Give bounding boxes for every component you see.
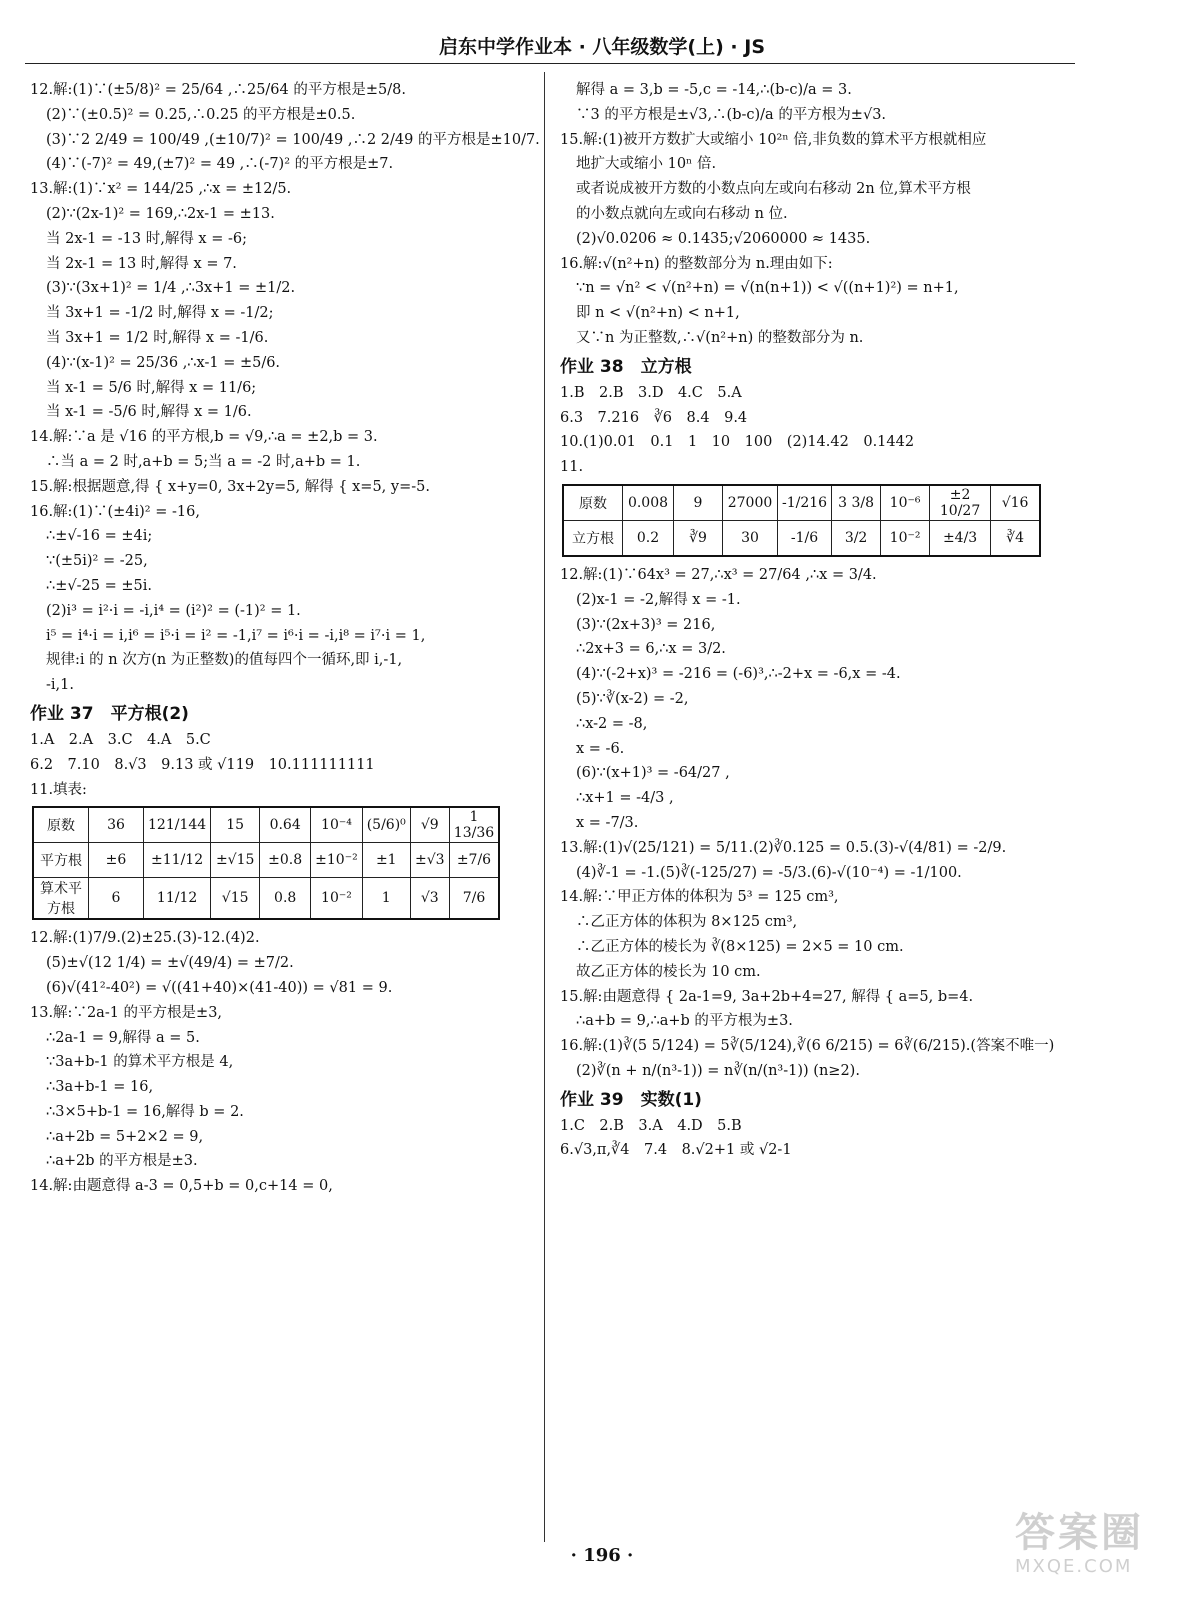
answer-line: (2)i³ = i²·i = -i,i⁴ = (i²)² = (-1)² = 1. — [46, 602, 301, 619]
table-cell: ±7/6 — [449, 843, 499, 878]
answer-line: ∵3a+b-1 的算术平方根是 4, — [46, 1054, 234, 1071]
section-38-title: 作业 38 立方根 — [560, 356, 692, 377]
right-answers-c — [560, 563, 1080, 1084]
answer-line: 13.解:(1)√(25/121) = 5/11.(2)∛0.125 = 0.5.(3)-√(4/81) = -2/9. — [560, 839, 1007, 856]
right-column — [560, 78, 1080, 1163]
answer-line: 15.解:(1)被开方数扩大或缩小 10²ⁿ 倍,非负数的算术平方根就相应 — [560, 131, 987, 148]
answer-line: 6.2 7.10 8.√3 9.13 或 √119 10.111111111 — [30, 756, 375, 773]
table-cell: 121/144 — [144, 807, 211, 843]
answer-line: 13.解:(1)∵x² = 144/25 ,∴x = ±12/5. — [30, 181, 292, 198]
answer-line: 12.解:(1)7/9.(2)±25.(3)-12.(4)2. — [30, 930, 260, 947]
table-cell: ±6 — [89, 843, 144, 878]
answer-line: 14.解:∵甲正方体的体积为 5³ = 125 cm³, — [560, 889, 839, 906]
table-row-header: 立方根 — [563, 520, 623, 556]
answer-line: 11.填表: — [30, 781, 87, 798]
answer-line: 12.解:(1)∵(±5/8)² = 25/64 ,∴25/64 的平方根是±5/8. — [30, 82, 406, 98]
answer-line: 15.解:由题意得 { 2a-1=9, 3a+2b+4=27, 解得 { a=5, b=4. — [560, 988, 974, 1005]
answer-line: 16.解:(1)∛(5 5/124) = 5∛(5/124),∛(6 6/215) = 6∛(6/215).(答案不唯一) — [560, 1038, 1055, 1055]
table-cell: ±√3 — [410, 843, 449, 878]
table-cell: 10⁻² — [881, 520, 930, 556]
watermark-logo — [1015, 1510, 1185, 1590]
table-cell: 36 — [89, 807, 144, 843]
answer-line: 1.B 2.B 3.D 4.C 5.A — [560, 384, 742, 401]
table-cell: √15 — [211, 878, 260, 920]
section-37-title: 作业 37 平方根(2) — [30, 703, 189, 724]
answer-line: (3)∵(3x+1)² = 1/4 ,∴3x+1 = ±1/2. — [46, 280, 296, 297]
table-row-header: 原数 — [563, 485, 623, 521]
answer-line: ∴当 a = 2 时,a+b = 5;当 a = -2 时,a+b = 1. — [46, 453, 361, 470]
right-answers-a — [560, 78, 1080, 351]
table-row-header: 平方根 — [33, 843, 89, 878]
answer-line: (2)∵(2x-1)² = 169,∴2x-1 = ±13. — [46, 205, 275, 222]
answer-line: 的小数点就向左或向右移动 n 位. — [576, 205, 788, 222]
table-cell: √16 — [991, 485, 1041, 521]
section-39-title: 作业 39 实数(1) — [560, 1089, 702, 1110]
right-answers-d — [560, 1114, 1080, 1164]
answer-line: 13.解:∵2a-1 的平方根是±3, — [30, 1004, 223, 1021]
answer-line: ∵(±5i)² = -25, — [46, 553, 148, 570]
answer-line: 当 2x-1 = -13 时,解得 x = -6; — [46, 230, 247, 247]
answer-line: 当 2x-1 = 13 时,解得 x = 7. — [46, 255, 237, 272]
table-cell: 1 13/36 — [449, 807, 499, 843]
answer-line: 14.解:由题意得 a-3 = 0,5+b = 0,c+14 = 0, — [30, 1178, 333, 1195]
answer-line: ∴a+b = 9,∴a+b 的平方根为±3. — [576, 1013, 793, 1030]
table-cell: 0.008 — [623, 485, 674, 521]
table-cell: ±2 10/27 — [930, 485, 991, 521]
answer-line: 16.解:√(n²+n) 的整数部分为 n.理由如下: — [560, 255, 833, 272]
answer-line: ∴3×5+b-1 = 16,解得 b = 2. — [46, 1103, 244, 1120]
table-cell: 30 — [723, 520, 778, 556]
answer-line: 12.解:(1)∵64x³ = 27,∴x³ = 27/64 ,∴x = 3/4. — [560, 566, 877, 583]
answer-line: 1.A 2.A 3.C 4.A 5.C — [30, 731, 211, 748]
answer-line: x = -6. — [576, 740, 625, 757]
answer-line: ∵3 的平方根是±√3,∴(b-c)/a 的平方根为±√3. — [576, 106, 887, 123]
table-row — [33, 878, 499, 920]
answer-line: (5)±√(12 1/4) = ±√(49/4) = ±7/2. — [46, 955, 294, 972]
table-cell: ∛4 — [991, 520, 1041, 556]
answer-line: ∴3a+b-1 = 16, — [46, 1079, 154, 1096]
table-cell: ±1 — [362, 843, 410, 878]
answer-line: 11. — [560, 459, 584, 476]
answer-line: 1.C 2.B 3.A 4.D 5.B — [560, 1117, 742, 1134]
table-cell: 0.2 — [623, 520, 674, 556]
left-answers-c — [30, 926, 535, 1199]
answer-line: 15.解:根据题意,得 { x+y=0, 3x+2y=5, 解得 { x=5, y=-5. — [30, 478, 430, 495]
answer-line: ∴乙正方体的体积为 8×125 cm³, — [576, 914, 798, 931]
table-cell: 15 — [211, 807, 260, 843]
answer-line: i⁵ = i⁴·i = i,i⁶ = i⁵·i = i² = -1,i⁷ = i⁶·i = -i,i⁸ = i⁷·i = 1, — [46, 627, 426, 644]
table-cell: -1/216 — [778, 485, 832, 521]
table-cell: 0.8 — [260, 878, 311, 920]
answer-line: 6.√3,π,∛4 7.4 8.√2+1 或 √2-1 — [560, 1142, 792, 1159]
table-38-cube-roots — [562, 484, 1041, 557]
table-row-header: 原数 — [33, 807, 89, 843]
column-divider — [544, 72, 545, 1542]
page-header: 启东中学作业本 · 八年级数学(上) · JS — [438, 36, 766, 58]
answer-line: (6)∵(x+1)³ = -64/27 , — [576, 765, 730, 782]
table-row-header: 算术平方根 — [33, 878, 89, 920]
answer-line: (2)∵(±0.5)² = 0.25,∴0.25 的平方根是±0.5. — [46, 106, 356, 123]
answer-line: 16.解:(1)∵(±4i)² = -16, — [30, 503, 200, 520]
answer-line: 解得 a = 3,b = -5,c = -14,∴(b-c)/a = 3. — [576, 82, 852, 98]
answer-line: 即 n < √(n²+n) < n+1, — [576, 305, 740, 322]
answer-line: (4)∛-1 = -1.(5)∛(-125/27) = -5/3.(6)-√(10⁻⁴) = -1/100. — [576, 864, 962, 881]
table-cell: 0.64 — [260, 807, 311, 843]
table-cell: ±√15 — [211, 843, 260, 878]
answer-line: (5)∵∛(x-2) = -2, — [576, 690, 689, 707]
answer-line: 故乙正方体的棱长为 10 cm. — [576, 963, 761, 980]
answer-line: 当 x-1 = -5/6 时,解得 x = 1/6. — [46, 404, 252, 421]
table-cell: ±4/3 — [930, 520, 991, 556]
table-row — [563, 485, 1040, 521]
answer-line: ∴2x+3 = 6,∴x = 3/2. — [576, 641, 726, 658]
page-number: · 196 · — [570, 1545, 634, 1566]
header-rule — [25, 63, 1075, 64]
answer-line: 6.3 7.216 ∛6 8.4 9.4 — [560, 409, 748, 426]
answer-line: ∴±√-16 = ±4i; — [46, 528, 153, 545]
answer-line: 当 x-1 = 5/6 时,解得 x = 11/6; — [46, 379, 257, 396]
watermark-sub: MXQE.COM — [1015, 1556, 1133, 1577]
answer-line: 10.(1)0.01 0.1 1 10 100 (2)14.42 0.1442 — [560, 434, 915, 451]
table-cell: 1 — [362, 878, 410, 920]
answer-line: 或者说成被开方数的小数点向左或向右移动 2n 位,算术平方根 — [576, 181, 971, 198]
table-cell: 3/2 — [832, 520, 881, 556]
table-cell: 10⁻² — [311, 878, 363, 920]
table-37-square-roots — [32, 806, 500, 920]
answer-line: ∴x-2 = -8, — [576, 715, 648, 732]
table-cell: ±10⁻² — [311, 843, 363, 878]
left-column — [30, 78, 540, 1199]
table-cell: ±0.8 — [260, 843, 311, 878]
left-answers-a — [30, 78, 540, 698]
watermark-main: 答案圈 — [1015, 1510, 1144, 1556]
table-cell: 10⁻⁴ — [311, 807, 363, 843]
answer-line: ∵n = √n² < √(n²+n) = √(n(n+1)) < √((n+1)²) = n+1, — [576, 280, 959, 297]
answer-line: -i,1. — [46, 677, 74, 694]
table-cell: 7/6 — [449, 878, 499, 920]
answer-line: x = -7/3. — [576, 814, 639, 831]
table-cell: 9 — [674, 485, 723, 521]
answer-line: (3)∵(2x+3)³ = 216, — [576, 616, 716, 633]
answer-line: 规律:i 的 n 次方(n 为正整数)的值每四个一循环,即 i,-1, — [46, 652, 403, 669]
answer-line: (2)√0.0206 ≈ 0.1435;√2060000 ≈ 1435. — [576, 230, 871, 247]
answer-line: 14.解:∵a 是 √16 的平方根,b = √9,∴a = ±2,b = 3. — [30, 429, 378, 446]
table-cell: 3 3/8 — [832, 485, 881, 521]
answer-line: ∴x+1 = -4/3 , — [576, 790, 674, 807]
answer-line: 当 3x+1 = 1/2 时,解得 x = -1/6. — [46, 329, 269, 346]
right-answers-b — [560, 381, 1080, 480]
table-cell: -1/6 — [778, 520, 832, 556]
table-cell: (5/6)⁰ — [362, 807, 410, 843]
answer-line: (2)∛(n + n/(n³-1)) = n∛(n/(n³-1)) (n≥2). — [576, 1062, 860, 1079]
table-cell: 6 — [89, 878, 144, 920]
answer-line: ∴a+2b = 5+2×2 = 9, — [46, 1128, 204, 1145]
table-cell: ∛9 — [674, 520, 723, 556]
answer-line: 又∵n 为正整数,∴√(n²+n) 的整数部分为 n. — [576, 329, 864, 346]
answer-line: ∴a+2b 的平方根是±3. — [46, 1153, 198, 1170]
answer-line: (2)x-1 = -2,解得 x = -1. — [576, 591, 741, 608]
table-cell: 27000 — [723, 485, 778, 521]
answer-line: (4)∵(-7)² = 49,(±7)² = 49 ,∴(-7)² 的平方根是±7. — [46, 156, 394, 173]
answer-line: ∴±√-25 = ±5i. — [46, 577, 152, 594]
answer-line: (4)∵(x-1)² = 25/36 ,∴x-1 = ±5/6. — [46, 354, 281, 371]
answer-line: (3)∵2 2/49 = 100/49 ,(±10/7)² = 100/49 ,∴2 2/49 的平方根是±10/7. — [46, 131, 540, 148]
answer-line: ∴乙正方体的棱长为 ∛(8×125) = 2×5 = 10 cm. — [576, 938, 904, 955]
table-cell: √9 — [410, 807, 449, 843]
table-cell: 10⁻⁶ — [881, 485, 930, 521]
answer-line: 当 3x+1 = -1/2 时,解得 x = -1/2; — [46, 305, 274, 322]
answer-line: (4)∵(-2+x)³ = -216 = (-6)³,∴-2+x = -6,x = -4. — [576, 666, 901, 683]
table-row — [33, 843, 499, 878]
table-cell: √3 — [410, 878, 449, 920]
answer-line: 地扩大或缩小 10ⁿ 倍. — [576, 156, 717, 173]
answer-line: (6)√(41²-40²) = √((41+40)×(41-40)) = √81 = 9. — [46, 979, 393, 996]
table-row — [33, 807, 499, 843]
table-cell: 11/12 — [144, 878, 211, 920]
answer-line: ∴2a-1 = 9,解得 a = 5. — [46, 1029, 200, 1046]
left-answers-b — [30, 728, 535, 802]
table-cell: ±11/12 — [144, 843, 211, 878]
table-row — [563, 520, 1040, 556]
